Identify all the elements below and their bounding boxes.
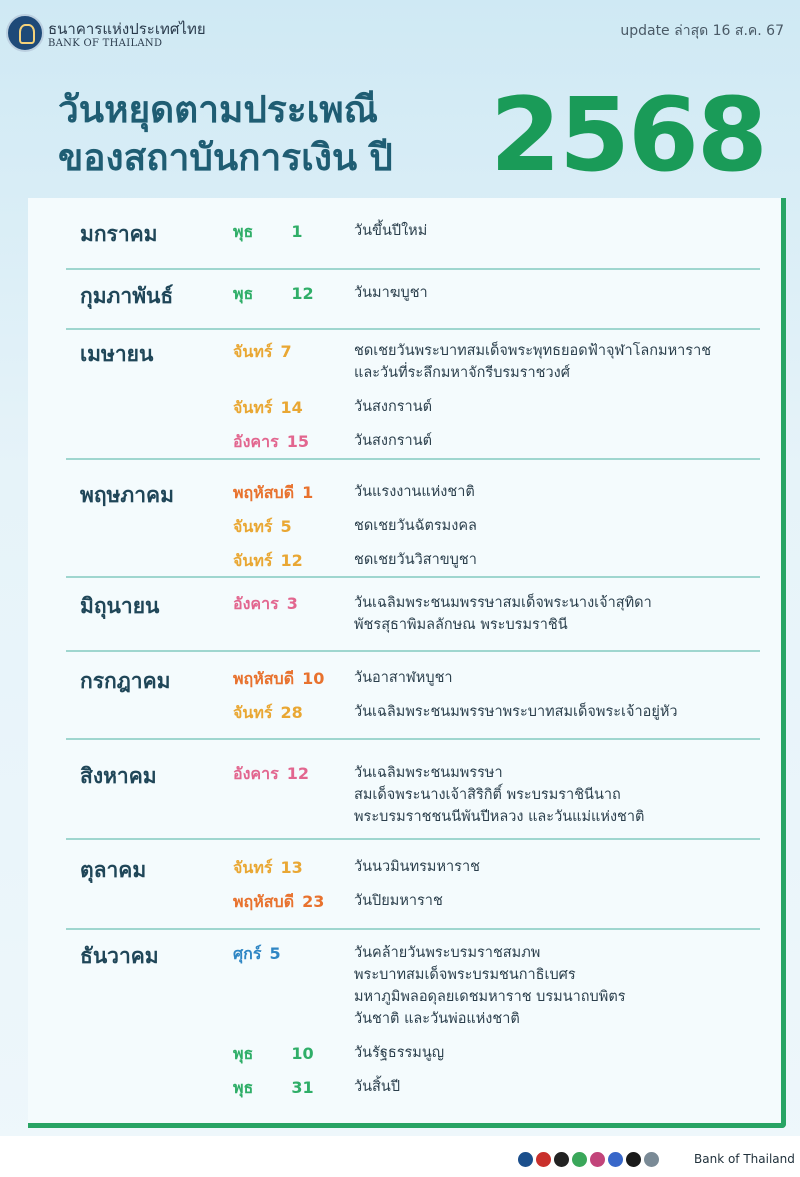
holiday-date: 10 [302, 669, 325, 688]
page-title-line1: วันหยุดตามประเพณี [58, 88, 378, 131]
holiday-description [354, 1076, 400, 1098]
holiday-description-line: ชดเชยวันพระบาทสมเด็จพระพุทธยอดฟ้าจุฬาโลกมหาราช [354, 343, 712, 359]
holiday-weekday: อังคาร [233, 764, 279, 783]
month-name: กุมภาพันธ์ [80, 284, 174, 308]
month-name: เมษายน [80, 342, 154, 366]
month-divider [66, 650, 760, 652]
x-icon[interactable] [554, 1152, 569, 1167]
holiday-description-line: วันมาฆบูชา [354, 285, 428, 301]
holiday-description-line: วันนวมินทรมหาราช [354, 859, 480, 875]
holiday-description-line: วันเฉลิมพระชนมพรรษาพระบาทสมเด็จพระเจ้าอยู่หัว [354, 704, 678, 720]
update-date: update ล่าสุด 16 ส.ค. 67 [620, 23, 784, 39]
holiday-day [233, 1076, 314, 1101]
holiday-date: 31 [291, 1078, 314, 1097]
holiday-description-line: พัชรสุธาพิมลลักษณ พระบรมราชินี [354, 617, 568, 633]
holiday-description-line: ชดเชยวันฉัตรมงคล [354, 518, 477, 534]
holiday-description [354, 340, 711, 384]
month-divider [66, 458, 760, 460]
holiday-weekday: พุธ [233, 284, 254, 303]
bank-of-thailand-logo-icon [6, 14, 44, 52]
holiday-description-line: วันสงกรานต์ [354, 433, 433, 449]
year-label: ปี [369, 136, 393, 179]
social-icons [518, 1152, 659, 1167]
month-name: ธันวาคม [80, 944, 159, 968]
holiday-day [233, 667, 324, 692]
holiday-day [233, 592, 298, 617]
holiday-day [233, 701, 303, 726]
holiday-day [233, 515, 292, 540]
holiday-day [233, 220, 302, 245]
holiday-description [354, 667, 453, 689]
tiktok-icon[interactable] [626, 1152, 641, 1167]
holiday-description [354, 762, 644, 828]
holiday-date: 12 [291, 284, 314, 303]
page-title-line2-text: ของสถาบันการเงิน [58, 136, 358, 179]
holiday-description-line: สมเด็จพระนางเจ้าสิริกิติ์ พระบรมราชินีนาถ [354, 787, 621, 803]
holiday-day [233, 282, 314, 307]
month-name: พฤษภาคม [80, 483, 174, 507]
holiday-description-line: วันขึ้นปีใหม่ [354, 223, 428, 239]
holiday-date: 10 [291, 1044, 314, 1063]
holiday-weekday: พฤหัสบดี [233, 892, 295, 911]
holiday-date: 13 [280, 858, 303, 877]
holiday-date: 23 [302, 892, 325, 911]
footer-bank-name: Bank of Thailand [694, 1152, 795, 1166]
holiday-date: 28 [280, 703, 303, 722]
month-name: สิงหาคม [80, 764, 157, 788]
holiday-date: 12 [280, 551, 303, 570]
holiday-description [354, 481, 475, 503]
holiday-description-line: ชดเชยวันวิสาขบูชา [354, 552, 477, 568]
holiday-weekday: จันทร์ [233, 398, 273, 417]
footer [0, 1136, 800, 1177]
holiday-date: 15 [286, 432, 309, 451]
youtube-icon[interactable] [536, 1152, 551, 1167]
holiday-date: 1 [302, 483, 314, 502]
holiday-weekday: จันทร์ [233, 858, 273, 877]
instagram-icon[interactable] [590, 1152, 605, 1167]
holiday-description [354, 856, 480, 878]
holiday-date: 12 [286, 764, 309, 783]
holiday-description-line: วันเฉลิมพระชนมพรรษาสมเด็จพระนางเจ้าสุทิดา [354, 595, 652, 611]
holiday-day [233, 481, 313, 506]
month-name: มกราคม [80, 222, 158, 246]
bank-name-english: BANK OF THAILAND [48, 38, 163, 49]
holiday-date: 7 [280, 342, 292, 361]
holiday-date: 14 [280, 398, 303, 417]
holiday-description [354, 515, 477, 537]
holiday-date: 5 [280, 517, 292, 536]
holiday-weekday: จันทร์ [233, 703, 273, 722]
holiday-description-line: วันชาติ และวันพ่อแห่งชาติ [354, 1011, 520, 1027]
holiday-day [233, 942, 281, 967]
holiday-weekday: อังคาร [233, 432, 279, 451]
month-divider [66, 838, 760, 840]
holiday-day [233, 890, 324, 915]
holiday-day [233, 762, 309, 787]
holiday-day [233, 340, 292, 365]
holiday-weekday: อังคาร [233, 594, 279, 613]
month-divider [66, 738, 760, 740]
website-icon[interactable] [644, 1152, 659, 1167]
holiday-description-line: วันรัฐธรรมนูญ [354, 1045, 445, 1061]
holiday-description [354, 549, 477, 571]
holiday-date: 3 [286, 594, 298, 613]
bank-name-thai: ธนาคารแห่งประเทศไทย [48, 20, 206, 38]
blockdit-icon[interactable] [608, 1152, 623, 1167]
holiday-weekday: ศุกร์ [233, 944, 262, 963]
holiday-date: 5 [269, 944, 281, 963]
month-divider [66, 328, 760, 330]
holiday-day [233, 1042, 314, 1067]
holiday-description [354, 282, 428, 304]
holiday-weekday: พุธ [233, 1044, 254, 1063]
holiday-list-card [28, 198, 786, 1128]
month-divider [66, 928, 760, 930]
holiday-day [233, 549, 303, 574]
holiday-description-line: วันเฉลิมพระชนมพรรษา [354, 765, 503, 781]
holiday-description-line: พระบาทสมเด็จพระบรมชนกาธิเบศร [354, 967, 576, 983]
month-divider [66, 268, 760, 270]
page-title-line2 [58, 136, 393, 180]
holiday-description-line: และวันที่ระลึกมหาจักรีบรมราชวงศ์ [354, 365, 570, 381]
year-number: 2568 [490, 76, 766, 195]
header [0, 0, 800, 200]
holiday-description [354, 430, 432, 452]
holiday-description-line: วันสิ้นปี [354, 1079, 401, 1095]
holiday-description-line: วันอาสาฬหบูชา [354, 670, 453, 686]
holiday-weekday: พุธ [233, 1078, 254, 1097]
holiday-description-line: วันปิยมหาราช [354, 893, 443, 909]
line-icon[interactable] [572, 1152, 587, 1167]
holiday-description-line: มหาภูมิพลอดุลยเดชมหาราช บรมนาถบพิตร [354, 989, 626, 1005]
holiday-description [354, 396, 432, 418]
holiday-description [354, 592, 652, 636]
month-divider [66, 576, 760, 578]
holiday-description [354, 890, 443, 912]
holiday-description [354, 701, 678, 723]
holiday-weekday: พุธ [233, 222, 254, 241]
holiday-description [354, 942, 626, 1030]
holiday-weekday: จันทร์ [233, 342, 273, 361]
holiday-day [233, 856, 303, 881]
holiday-weekday: พฤหัสบดี [233, 483, 295, 502]
holiday-description [354, 1042, 444, 1064]
holiday-day [233, 430, 309, 455]
holiday-description-line: วันคล้ายวันพระบรมราชสมภพ [354, 945, 541, 961]
holiday-weekday: พฤหัสบดี [233, 669, 295, 688]
holiday-description-line: วันแรงงานแห่งชาติ [354, 484, 475, 500]
month-name: ตุลาคม [80, 858, 147, 882]
facebook-icon[interactable] [518, 1152, 533, 1167]
month-name: กรกฎาคม [80, 669, 171, 693]
holiday-weekday: จันทร์ [233, 517, 273, 536]
holiday-date: 1 [291, 222, 303, 241]
holiday-description-line: วันสงกรานต์ [354, 399, 433, 415]
holiday-description [354, 220, 427, 242]
month-name: มิถุนายน [80, 594, 160, 618]
holiday-weekday: จันทร์ [233, 551, 273, 570]
holiday-day [233, 396, 303, 421]
holiday-description-line: พระบรมราชชนนีพันปีหลวง และวันแม่แห่งชาติ [354, 809, 645, 825]
